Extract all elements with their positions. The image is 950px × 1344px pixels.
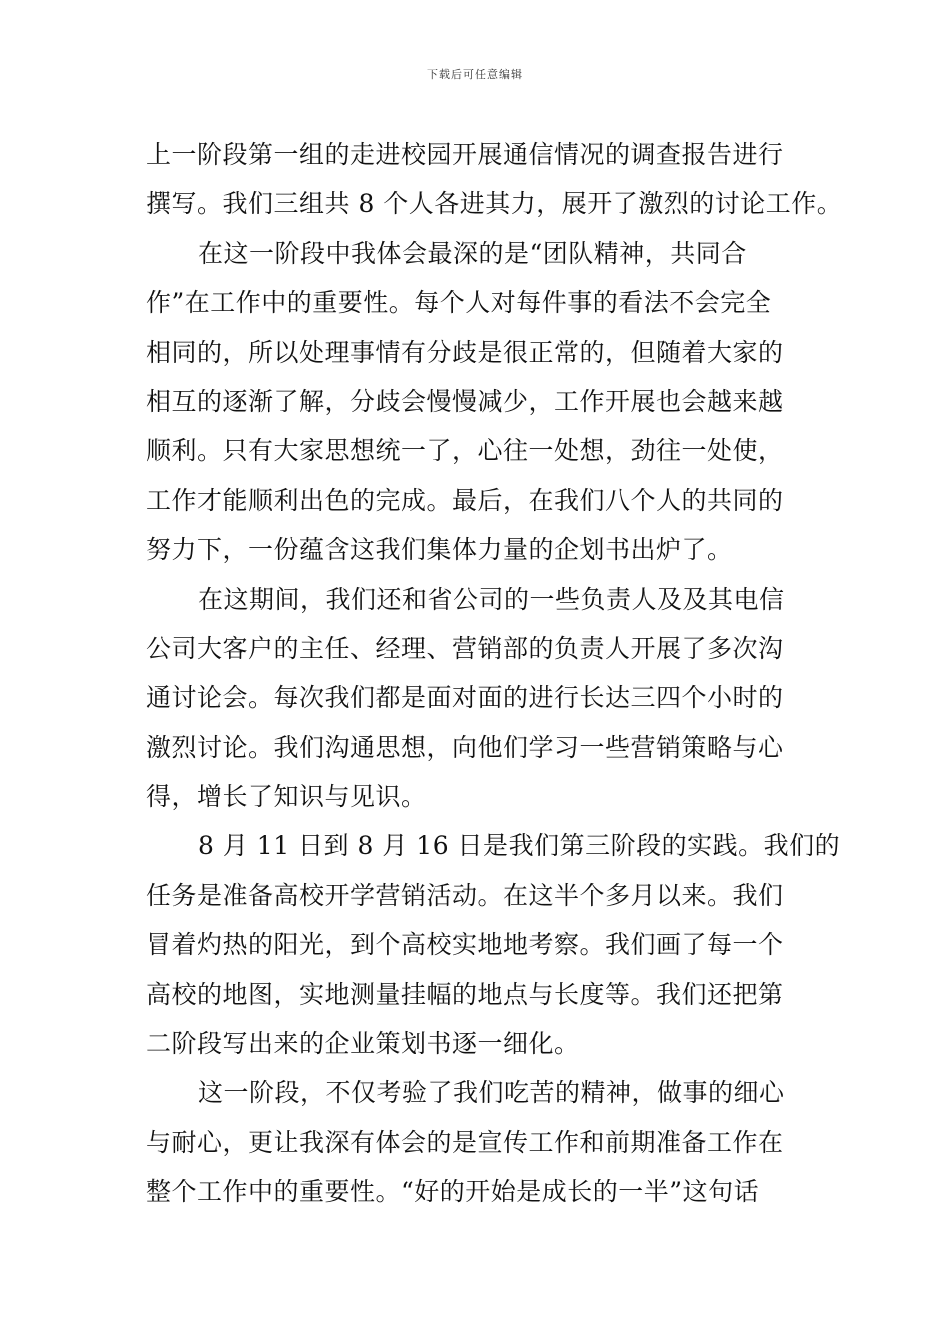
paragraph [146, 229, 808, 575]
page-header: 下载后可任意编辑 [427, 68, 523, 81]
text-line: 在这期间，我们还和省公司的一些负责人及及其电信 [198, 584, 785, 614]
text-line: 顺利。只有大家思想统一了，心往一处想，劲往一处使， [146, 436, 784, 466]
paragraph [146, 1068, 808, 1216]
text-line: 8 月 11 日到 8 月 16 日是我们第三阶段的实践。我们的 [198, 831, 841, 861]
text-line: 这一阶段，不仅考验了我们吃苦的精神，做事的细心 [198, 1078, 785, 1108]
text-line: 任务是准备高校开学营销活动。在这半个多月以来。我们 [146, 880, 784, 910]
text-line: 高校的地图，实地测量挂幅的地点与长度等。我们还把第 [146, 979, 784, 1009]
text-line: 作”在工作中的重要性。每个人对每件事的看法不会完全 [146, 288, 772, 318]
text-line: 努力下，一份蕴含这我们集体力量的企划书出炉了。 [146, 535, 733, 565]
text-line: 激烈讨论。我们沟通思想，向他们学习一些营销策略与心 [146, 732, 784, 762]
text-line: 工作才能顺利出色的完成。最后，在我们八个人的共同的 [146, 485, 784, 515]
text-line: 在这一阶段中我体会最深的是“团队精神，共同合 [198, 238, 747, 268]
text-line: 整个工作中的重要性。“好的开始是成长的一半”这句话 [146, 1177, 760, 1207]
paragraph [146, 130, 843, 229]
paragraph [146, 575, 808, 822]
text-line: 与耐心，更让我深有体会的是宣传工作和前期准备工作在 [146, 1127, 784, 1157]
text-line: 撰写。我们三组共 8 个人各进其力，展开了激烈的讨论工作。 [146, 189, 843, 219]
text-line: 上一阶段第一组的走进校园开展通信情况的调查报告进行 [146, 140, 784, 169]
text-line: 得，增长了知识与见识。 [146, 782, 427, 812]
text-line: 相同的，所以处理事情有分歧是很正常的，但随着大家的 [146, 337, 784, 367]
paragraph [146, 821, 841, 1068]
text-line: 通讨论会。每次我们都是面对面的进行长达三四个小时的 [146, 683, 784, 713]
text-line: 相互的逐渐了解，分歧会慢慢减少，工作开展也会越来越 [146, 386, 784, 416]
document-body [146, 130, 843, 1217]
text-line: 冒着灼热的阳光，到个高校实地地考察。我们画了每一个 [146, 930, 784, 960]
text-line: 公司大客户的主任、经理、营销部的负责人开展了多次沟 [146, 633, 784, 663]
text-line: 二阶段写出来的企业策划书逐一细化。 [146, 1029, 580, 1059]
